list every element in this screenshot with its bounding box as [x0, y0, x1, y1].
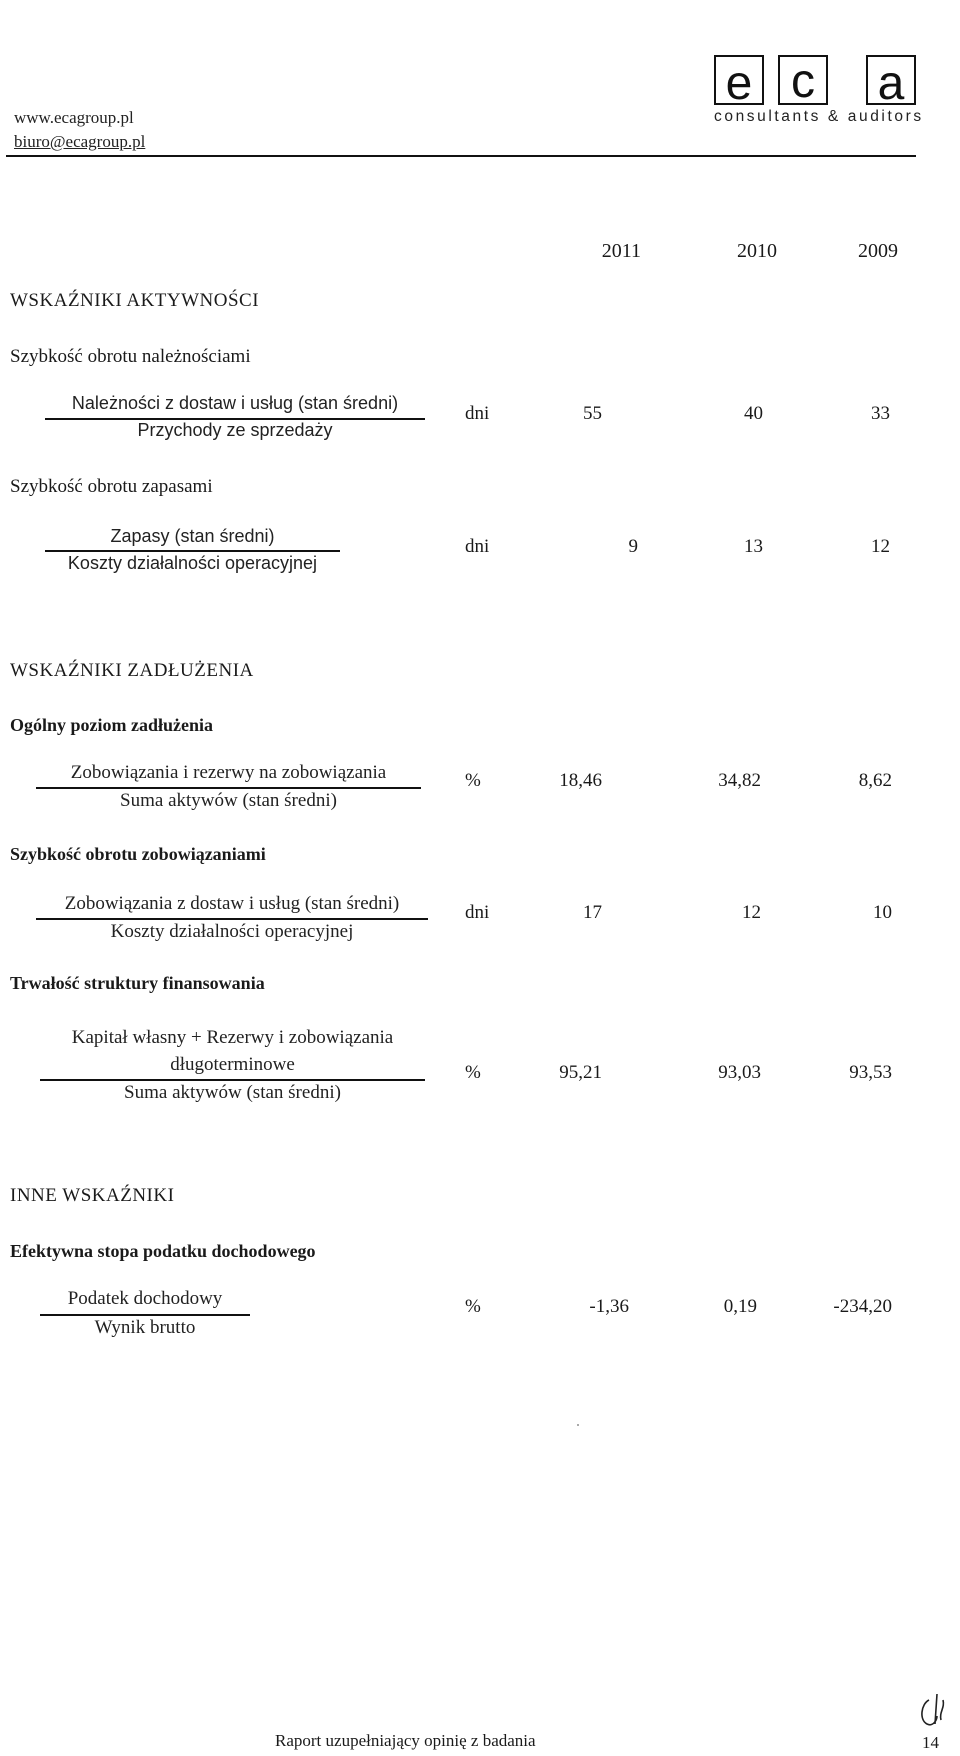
value-2009: 12: [871, 536, 890, 557]
ratio-unit: dni: [465, 536, 490, 557]
ratio-label: Szybkość obrotu należnościami: [10, 346, 251, 367]
ratio-numerator-line2: długoterminowe: [170, 1054, 295, 1075]
fraction-line: [36, 787, 421, 789]
email-link[interactable]: biuro@ecagroup.pl: [14, 132, 146, 151]
fraction-line: [36, 918, 428, 920]
year-2009: 2009: [858, 240, 898, 262]
ratio-label: Efektywna stopa podatku dochodowego: [10, 1241, 316, 1261]
value-2011: 9: [628, 536, 638, 557]
value-2010: 13: [744, 536, 763, 557]
ratio-label: Trwałość struktury finansowania: [10, 973, 265, 993]
page-number: 14: [922, 1733, 939, 1752]
value-2009: 10: [873, 902, 892, 923]
value-2011: 18,46: [559, 770, 602, 791]
year-2011: 2011: [601, 240, 641, 262]
scan-speck: [577, 1424, 579, 1426]
value-2011: -1,36: [589, 1296, 629, 1317]
value-2011: 55: [583, 403, 602, 424]
value-2009: 33: [871, 403, 890, 424]
ratio-numerator-line1: Kapitał własny + Rezerwy i zobowiązania: [71, 1027, 394, 1048]
ratio-numerator: Należności z dostaw i usług (stan średni): [71, 393, 399, 413]
value-2011: 95,21: [559, 1062, 602, 1083]
header-rule: [6, 155, 916, 157]
ratio-numerator: Zapasy (stan średni): [110, 526, 275, 546]
ratio-denominator: Koszty działalności operacyjnej: [67, 553, 318, 573]
ratio-denominator: Suma aktywów (stan średni): [120, 790, 337, 811]
ratio-unit: %: [465, 1062, 481, 1083]
value-2009: 8,62: [858, 770, 892, 791]
ratio-denominator: Koszty działalności operacyjnej: [110, 921, 354, 942]
ratio-numerator: Zobowiązania i rezerwy na zobowiązania: [70, 762, 387, 783]
ratio-unit: %: [465, 1296, 481, 1317]
ratio-label: Szybkość obrotu zobowiązaniami: [10, 844, 266, 864]
value-2010: 40: [744, 403, 763, 424]
value-2011: 17: [583, 902, 602, 923]
ratio-label: Szybkość obrotu zapasami: [10, 476, 213, 497]
section-title-other: INNE WSKAŹNIKI: [10, 1185, 175, 1206]
ratio-denominator: Przychody ze sprzedaży: [137, 420, 333, 440]
logo-letter-e: e: [714, 55, 764, 105]
ratio-unit: %: [465, 770, 481, 791]
section-title-debt: WSKAŹNIKI ZADŁUŻENIA: [10, 660, 254, 681]
value-2010: 12: [742, 902, 761, 923]
website-link[interactable]: www.ecagroup.pl: [14, 108, 134, 127]
value-2010: 0,19: [723, 1296, 757, 1317]
fraction-line: [45, 550, 340, 552]
year-2010: 2010: [737, 240, 777, 262]
logo-tagline: consultants & auditors: [714, 108, 924, 125]
section-title-activity: WSKAŹNIKI AKTYWNOŚCI: [10, 290, 260, 311]
value-2010: 34,82: [718, 770, 761, 791]
value-2009: -234,20: [833, 1296, 892, 1317]
footer-text: Raport uzupełniający opinię z badania: [275, 1731, 536, 1750]
ratio-denominator: Suma aktywów (stan średni): [124, 1082, 341, 1103]
handwritten-initials: [915, 1690, 955, 1737]
value-2009: 93,53: [849, 1062, 892, 1083]
ratio-denominator: Wynik brutto: [94, 1317, 196, 1338]
fraction-line: [40, 1079, 425, 1081]
ratio-unit: dni: [465, 902, 490, 923]
logo-letter-c: c: [778, 55, 828, 105]
ratio-unit: dni: [465, 403, 490, 424]
ratio-numerator: Podatek dochodowy: [67, 1288, 223, 1309]
ratio-label: Ogólny poziom zadłużenia: [10, 715, 214, 735]
value-2010: 93,03: [718, 1062, 761, 1083]
fraction-line: [40, 1314, 250, 1316]
logo-letter-a: a: [866, 55, 916, 105]
ratio-numerator: Zobowiązania z dostaw i usług (stan średni): [64, 893, 400, 914]
